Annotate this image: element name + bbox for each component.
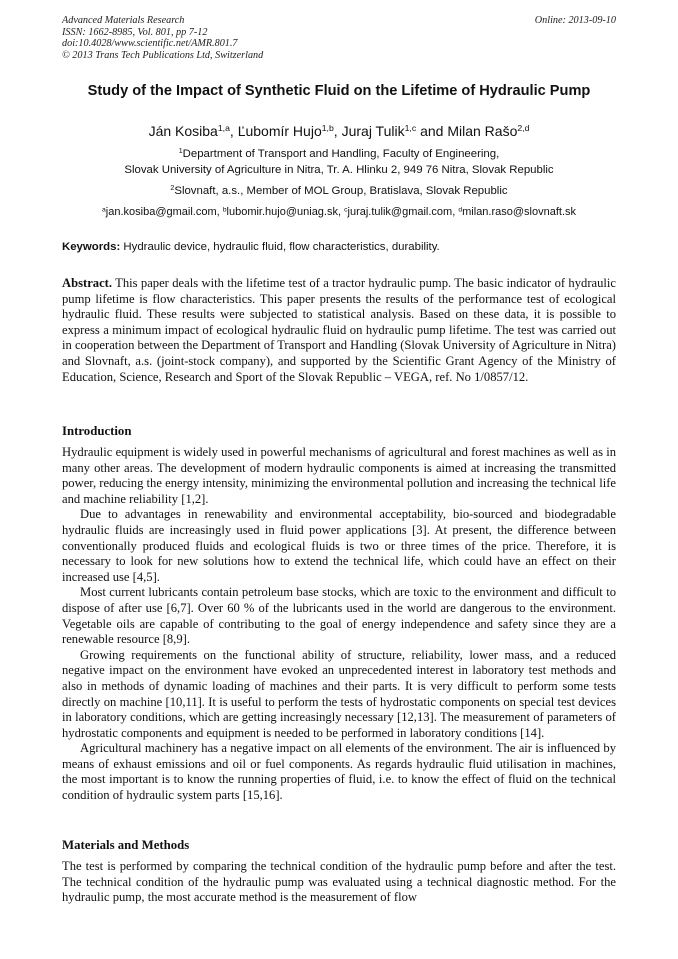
online-date: Online: 2013-09-10 <box>534 15 616 26</box>
journal-header <box>62 15 616 61</box>
paragraph: The test is performed by comparing the technical condition of the hydraulic pump before and after the test. The technical condition of the hydraulic pump was evaluated using a technical diagnostic method. For the hydraulic pump, the most accurate method is the measurement of flow <box>62 859 616 905</box>
affiliation-line: Department of Transport and Handling, Faculty of Engineering, <box>182 148 500 160</box>
author-separator: , <box>229 123 238 139</box>
author-name: Juraj Tulik <box>341 123 405 139</box>
email-separator: , <box>452 206 459 218</box>
section-heading-methods: Materials and Methods <box>62 838 190 852</box>
author-affil-mark: 1,c <box>404 123 417 134</box>
email-mark: c <box>344 206 348 214</box>
affiliation-line: Slovnaft, a.s., Member of MOL Group, Bratislava, Slovak Republic <box>174 185 508 197</box>
email-mark: b <box>222 206 227 214</box>
author-separator: , <box>333 123 342 139</box>
affiliation-1 <box>62 147 616 178</box>
paragraph: Hydraulic equipment is widely used in powerful mechanisms of agricultural and forest machines as well as in many other areas. The development of modern hydraulic components is aimed at increasing the transmitted power, reducing the energy intensity, minimizing the environmental pollution and increasing the technical life and machine reliability [1,2]. <box>62 445 616 506</box>
email-address[interactable]: jan.kosiba@gmail.com <box>105 206 217 218</box>
email-separator: , <box>216 206 223 218</box>
section-heading-introduction: Introduction <box>62 424 132 438</box>
author-affil-mark: 1,b <box>321 123 334 134</box>
abstract-label: Abstract. <box>62 276 113 290</box>
paper-title: Study of the Impact of Synthetic Fluid on the Lifetime of Hydraulic Pump <box>87 83 591 99</box>
keywords <box>62 240 616 255</box>
author-separator: and <box>416 123 448 139</box>
email-address[interactable]: milan.raso@slovnaft.sk <box>462 206 577 218</box>
author-name: Ľubomír Hujo <box>237 123 322 139</box>
author-affil-mark: 1,a <box>217 123 230 134</box>
paragraph: Agricultural machinery has a negative impact on all elements of the environment. The air is influenced by means of exhaust emissions and oil or fuel components. As regards hydraulic fluid utilisation in machines, the most important is to know the running properties of fluid, i.e. to know the effect of fluid on the technical condition of hydraulic system parts [15,16]. <box>62 741 616 803</box>
journal-issn: ISSN: 1662-8985, Vol. 801, pp 7-12 <box>62 26 208 38</box>
email-separator: , <box>337 206 345 218</box>
email-list <box>62 205 616 220</box>
introduction-body <box>62 445 616 804</box>
email-address[interactable]: lubomir.hujo@uniag.sk <box>226 206 338 218</box>
abstract-text: This paper deals with the lifetime test of a tractor hydraulic pump. The basic indicator of hydraulic pump lifetime is flow characteristics. This paper presents the results of the performance test of ecological hydraulic fluid. These results were subjected to statistical analysis. Based on these data, it is possible to express a minimum impact of ecological hydraulic fluid on hydraulic pump lifetime. The test was carried out in cooperation between the Department of Transport and Handling (Slovak University of Agriculture in Nitra) and Slovnaft, a.s. (joint-stock company), and supported by the Scientific Grant Agency of the Ministry of Education, Science, Research and Sport of the Slovak Republic – VEGA, ref. No 1/0857/12. <box>62 276 616 384</box>
keywords-text: Hydraulic device, hydraulic fluid, flow characteristics, durability. <box>120 241 440 253</box>
email-address[interactable]: juraj.tulik@gmail.com <box>347 206 453 218</box>
journal-copyright: © 2013 Trans Tech Publications Ltd, Switzerland <box>62 49 264 61</box>
paragraph: Most current lubricants contain petroleum base stocks, which are toxic to the environment and difficult to dispose of after use [6,7]. Over 60 % of the lubricants used in the world are dangerous to the environment. Vegetable oils are capable of contributing to the goal of energy independence and safety since they are a renewable resource [8,9]. <box>62 585 616 647</box>
author-affil-mark: 2,d <box>517 123 530 134</box>
email-mark: a <box>101 206 106 214</box>
affiliation-mark: 2 <box>170 185 175 193</box>
abstract <box>62 276 616 385</box>
keywords-label: Keywords: <box>62 241 121 253</box>
author-name: Ján Kosiba <box>148 123 218 139</box>
email-mark: d <box>458 206 463 214</box>
journal-doi: doi:10.4028/www.scientific.net/AMR.801.7 <box>62 38 238 50</box>
affiliation-2 <box>62 184 616 200</box>
affiliation-mark: 1 <box>178 148 183 156</box>
affiliation-line: Slovak University of Agriculture in Nitra, Tr. A. Hlinku 2, 949 76 Nitra, Slovak Republic <box>124 163 554 176</box>
methods-body <box>62 859 616 906</box>
journal-name: Advanced Materials Research <box>62 15 185 26</box>
author-name: Milan Rašo <box>447 123 518 139</box>
paragraph: Growing requirements on the functional ability of structure, reliability, lower mass, and a reduced negative impact on the environment have evoked an unprecedented interest in laboratory test methods and also in methods of dynamic loading of machines and their parts. It is very difficult to perform some tests directly on machine [10,11]. It is useful to perform the tests of hydrostatic components on special test devices in laboratory conditions, which are getting increasingly necessary [12,13]. The measurement of parameters of hydrostatic components and equipment is needed to be performed in laboratory conditions [14]. <box>62 647 616 740</box>
paragraph: Due to advantages in renewability and environmental acceptability, bio-sourced and biodegradable hydraulic fluids are increasingly used in fluid power applications [3]. At present, the difference between conventionally produced fluids and ecological fluids is two or three times of the price. Therefore, it is necessary to look for new solutions how to extend the technical life, which could have an effect on their increased use [4,5]. <box>62 507 616 584</box>
author-list <box>62 122 616 140</box>
